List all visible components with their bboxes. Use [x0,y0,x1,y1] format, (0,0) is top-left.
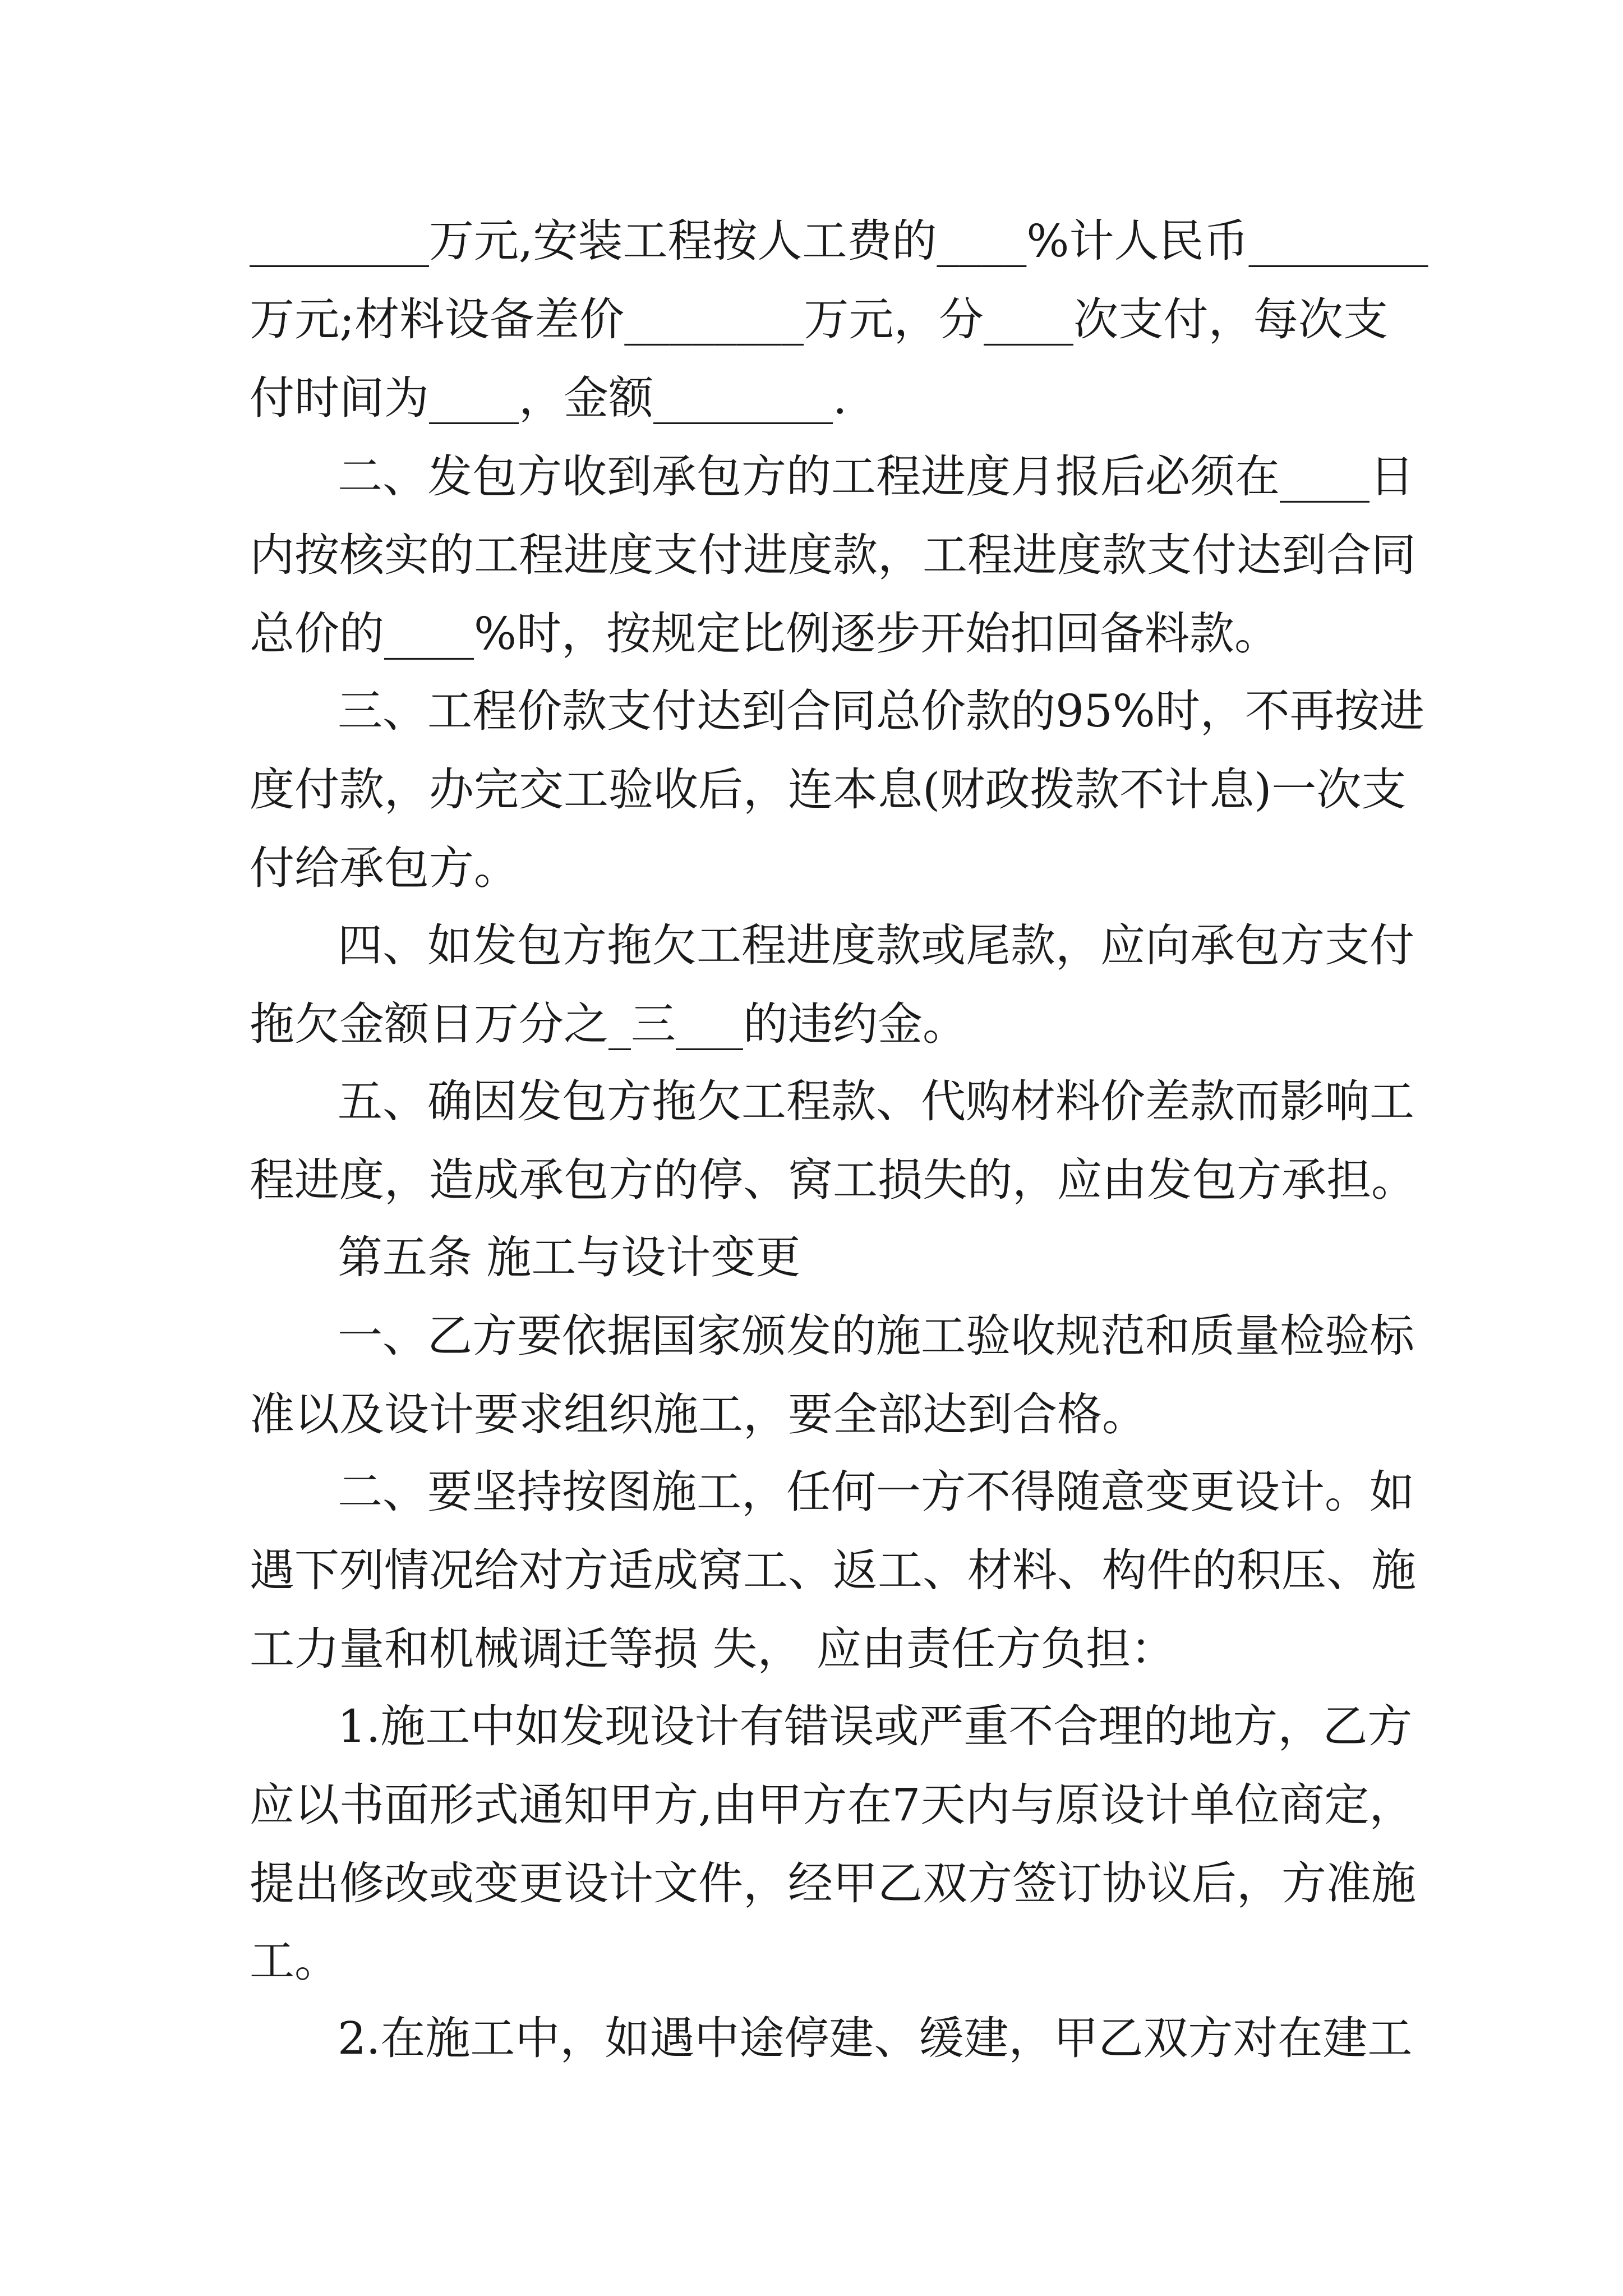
paragraph-start: 四、如发包方拖欠工程进度款或尾款，应向承包方支付 [338,919,1414,972]
paragraph-start: 三、工程价款支付达到合同总价款的95%时，不再按进 [338,685,1424,737]
text-line: 总价的____%时，按规定比例逐步开始扣回备料款。 [250,608,1280,660]
text-line: 工。 [250,1935,339,1987]
text-line: 工力量和机械调迁等损 失， 应由责任方负担： [250,1623,1175,1675]
text-line: 提出修改或变更设计文件，经甲乙双方签订协议后，方准施 [250,1857,1416,1910]
text-line: 付给承包方。 [250,842,519,894]
text-line: ________万元,安装工程按人工费的____%计人民币________ [250,215,1428,267]
text-line: 万元;材料设备差价________万元，分____次支付，每次支 [250,293,1388,346]
text-line: 遇下列情况给对方适成窝工、返工、材料、构件的积压、施 [250,1544,1416,1596]
paragraph-start: 二、发包方收到承包方的工程进度月报后必须在____日 [338,450,1414,503]
text-line: 度付款，办完交工验收后，连本息(财政拨款不计息)一次支 [250,763,1407,816]
paragraph-start: 五、确因发包方拖欠工程款、代购材料价差款而影响工 [338,1075,1414,1128]
text-line: 应以书面形式通知甲方,由甲方在7天内与原设计单位商定， [250,1779,1414,1831]
paragraph-start: 2.在施工中，如遇中途停建、缓建，甲乙双方对在建工 [338,2012,1413,2064]
paragraph-start: 二、要坚持按图施工，任何一方不得随意变更设计。如 [338,1466,1414,1518]
paragraph-start: 一、乙方要依据国家颁发的施工验收规范和质量检验标 [338,1310,1414,1362]
text-line: 付时间为____，金额________. [250,372,847,424]
section-heading: 第五条 施工与设计变更 [338,1231,801,1283]
text-line: 拖欠金额日万分之_三___的违约金。 [250,998,967,1050]
text-line: 程进度，造成承包方的停、窝工损失的，应由发包方承担。 [250,1154,1416,1206]
text-line: 内按核实的工程进度支付进度款，工程进度款支付达到合同 [250,529,1416,581]
text-line: 准以及设计要求组织施工，要全部达到合格。 [250,1388,1147,1441]
paragraph-start: 1.施工中如发现设计有错误或严重不合理的地方，乙方 [338,1700,1413,1752]
